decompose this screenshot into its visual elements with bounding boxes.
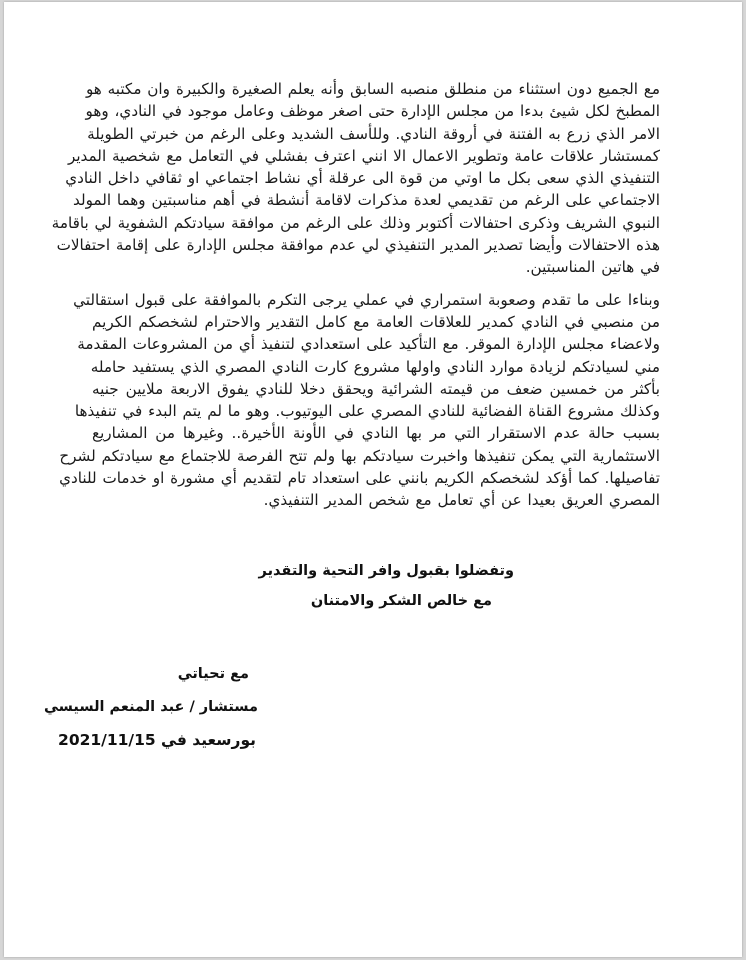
text-line: الاستثمارية التي يمكن تنفيذها واخبرت سيادتكم بها ولم تتح الفرصة للاجتماع مع سيادتكم لشرح — [59, 446, 660, 465]
text-line: مني لسيادتكم لزيادة موارد النادي واولها مشروع كارت النادي المصري الذي يستفيد حامله — [90, 357, 660, 376]
signature-place-date: بورسعيد في 2021/11/15 — [58, 731, 256, 749]
text-line: الاجتماعي على الرغم من تقديمي لعدة مذكرات لاقامة أنشطة في أهم مناسبتين وهما المولد — [72, 191, 660, 210]
signature-greeting: مع تحياتي — [177, 666, 249, 682]
text-line: مع الجميع دون استثناء من منطلق منصبه السابق وأنه يعلم الصغيرة والكبيرة وان مكتبه هو — [85, 80, 660, 98]
text-line: المصري العريق بعيدا عن أي تعامل مع شخص المدير التنفيذي. — [263, 491, 660, 510]
text-line: من منصبي في النادي كمدير للعلاقات العامة مع كامل التقدير والاحترام لشخصكم الكريم — [92, 312, 660, 331]
text-line: بسبب حالة عدم الاستقرار التي مر بها النادي في الأونة الأخيرة.. وغيرها من المشاريع — [92, 424, 660, 443]
letter-page — [4, 2, 742, 957]
paragraph-2 — [59, 289, 660, 512]
text-line: الامر الذي زرع به الفتنة في أروقة النادي. وللأسف الشديد وعلى الرغم من خبرتي الطويلة — [87, 124, 660, 143]
text-line: بأكثر من خمسين ضعف من قيمته الشرائية ويحقق دخلا للنادي يفوق الاربعة ملايين جنيه — [92, 379, 660, 398]
text-line: هذه الاحتفالات وأيضا تصدير المدير التنفيذي لي عدم موافقة مجلس الإدارة على إقامة احتفالات — [56, 236, 660, 255]
letter-body — [51, 78, 660, 512]
text-line: كمستشار علاقات عامة وتطوير الاعمال الا انني اعترف بفشلي في التعامل مع شخصية المدير — [67, 146, 660, 165]
closing-thanks: مع خالص الشكر والامتنان — [310, 593, 492, 609]
text-line: المطبخ لكل شيئ بدءا من مجلس الإدارة حتى اصغر موظف وعامل موجود في النادي، وهو — [85, 102, 660, 121]
text-line: النبوي الشريف وذكرى احتفالات أكتوبر وذلك على الرغم من موافقة سيادتكم الشفوية لي باقامة — [51, 213, 660, 232]
text-line: في هاتين المناسبتين. — [525, 258, 660, 277]
text-line: وبناءا على ما تقدم وصعوبة استمراري في عملي يرجى التكرم بالموافقة على قبول استقالتي — [73, 290, 660, 309]
signature-name: مستشار / عبد المنعم السيسي — [43, 699, 258, 715]
text-line: التنفيذي الذي سعى بكل ما اوتي من قوة الى عرقلة أي نشاط اجتماعي او ثقافي داخل النادي — [65, 169, 660, 188]
text-line: ولاعضاء مجلس الإدارة الموقر. مع التأكيد على استعدادي لتنفيذ أي من المشروعات المقدمة — [77, 335, 660, 354]
text-line: وكذلك مشروع القناة الفضائية للنادي المصري على اليوتيوب. وهو ما لم يتم البدء في تنفيذها — [74, 402, 660, 421]
closing-regards: وتفضلوا بقبول وافر التحية والتقدير — [258, 563, 514, 579]
text-line: تفاصيلها. كما أؤكد لشخصكم الكريم بانني على استعداد تام لتقديم أي مشورة او خدمات للنادي — [59, 469, 660, 488]
paragraph-1 — [51, 78, 660, 279]
